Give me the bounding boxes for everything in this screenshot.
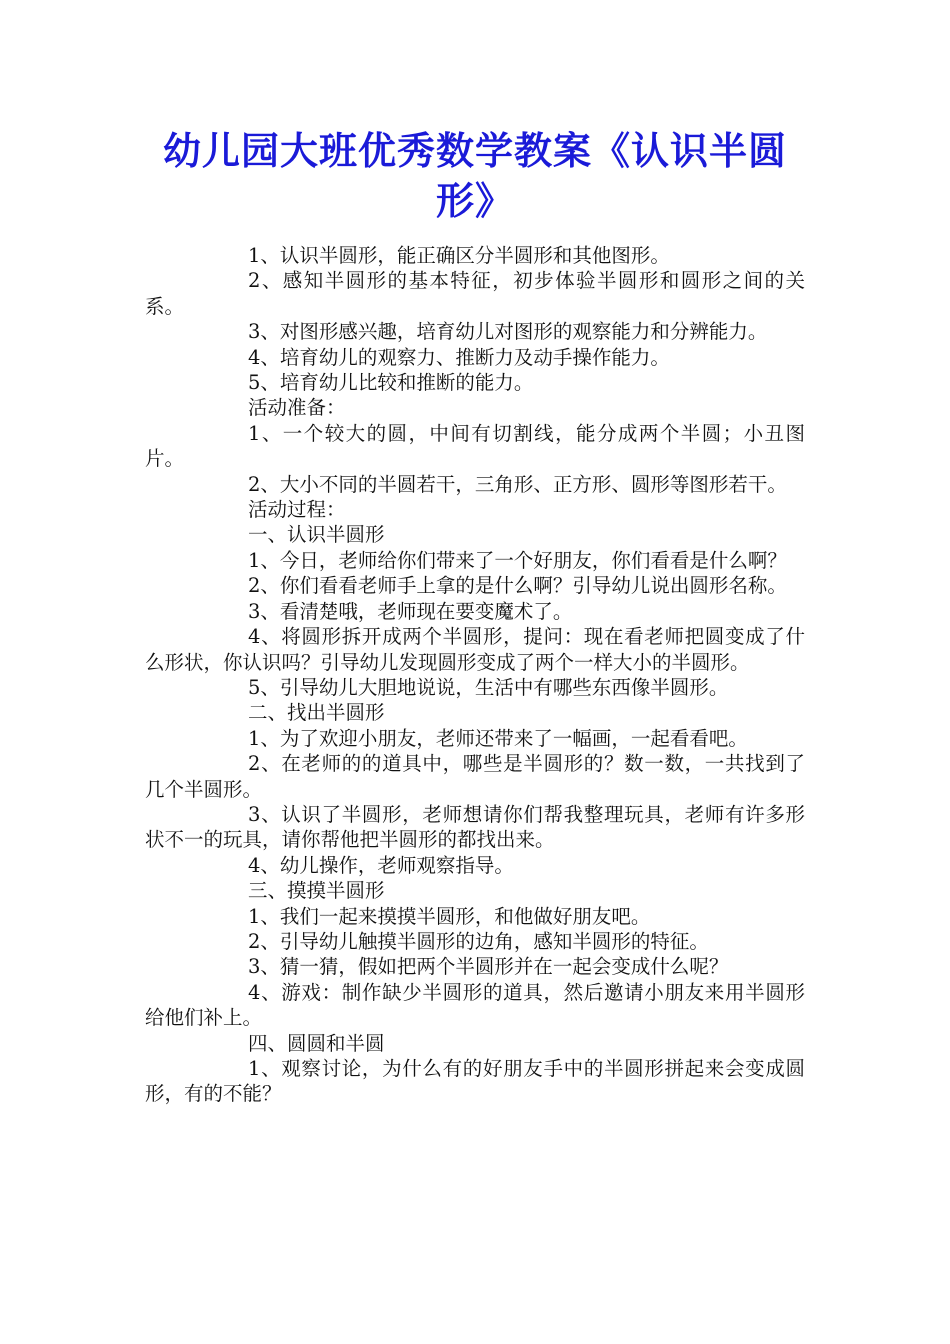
paragraph-goal-2: 2、感知半圆形的基本特征，初步体验半圆形和圆形之间的关系。 [145, 269, 805, 318]
subheading-part-3: 三、摸摸半圆形 [248, 879, 385, 903]
paragraph-part3-step-4: 4、游戏：制作缺少半圆形的道具，然后邀请小朋友来用半圆形给他们补上。 [145, 980, 805, 1030]
paragraph-goal-5: 5、培育幼儿比较和推断的能力。 [248, 371, 534, 395]
subheading-part-1: 一、认识半圆形 [248, 523, 385, 547]
paragraph-part3-step-1: 1、我们一起来摸摸半圆形，和他做好朋友吧。 [248, 904, 651, 928]
subheading-part-2: 二、找出半圆形 [248, 701, 385, 725]
document-body [145, 243, 805, 1107]
paragraph-part1-step-2: 2、你们看看老师手上拿的是什么啊？引导幼儿说出圆形名称。 [248, 574, 787, 598]
subheading-part-4: 四、圆圆和半圆 [248, 1031, 385, 1055]
paragraph-part3-step-2: 2、引导幼儿触摸半圆形的边角，感知半圆形的特征。 [248, 929, 709, 953]
paragraph-goal-4: 4、培育幼儿的观察力、推断力及动手操作能力。 [248, 345, 670, 369]
paragraph-part1-step-3: 3、看清楚哦，老师现在要变魔术了。 [248, 599, 573, 623]
paragraph-preparation-2: 2、大小不同的半圆若干，三角形、正方形、圆形等图形若干。 [248, 472, 787, 496]
paragraph-part1-step-5: 5、引导幼儿大胆地说说，生活中有哪些东西像半圆形。 [248, 675, 729, 699]
paragraph-goal-3: 3、对图形感兴趣，培育幼儿对图形的观察能力和分辨能力。 [248, 320, 768, 344]
paragraph-part3-step-3: 3、猜一猜，假如把两个半圆形并在一起会变成什么呢？ [248, 955, 729, 979]
paragraph-part1-step-4: 4、将圆形拆开成两个半圆形，提问：现在看老师把圆变成了什么形状，你认识吗？引导幼儿发现圆形变成了两个一样大小的半圆形。 [145, 625, 805, 674]
paragraph-part2-step-4: 4、幼儿操作，老师观察指导。 [248, 853, 514, 877]
paragraph-part4-step-1: 1、观察讨论，为什么有的好朋友手中的半圆形拼起来会变成圆形，有的不能？ [145, 1057, 805, 1106]
paragraph-part2-step-2: 2、在老师的的道具中，哪些是半圆形的？数一数，一共找到了几个半圆形。 [145, 752, 805, 801]
paragraph-part1-step-1: 1、今日，老师给你们带来了一个好朋友，你们看看是什么啊？ [248, 548, 787, 572]
section-heading-process: 活动过程： [248, 498, 346, 522]
document-title: 幼儿园大班优秀数学教案《认识半圆形》 [162, 128, 787, 223]
paragraph-part2-step-3: 3、认识了半圆形，老师想请你们帮我整理玩具，老师有许多形状不一的玩具，请你帮他把半圆形的都找出来。 [145, 802, 805, 852]
paragraph-part2-step-1: 1、为了欢迎小朋友，老师还带来了一幅画，一起看看吧。 [248, 726, 748, 750]
paragraph-preparation-1: 1、一个较大的圆，中间有切割线，能分成两个半圆；小丑图片。 [145, 421, 805, 471]
section-heading-preparation: 活动准备： [248, 396, 346, 420]
paragraph-goal-1: 1、认识半圆形，能正确区分半圆形和其他图形。 [248, 244, 670, 267]
